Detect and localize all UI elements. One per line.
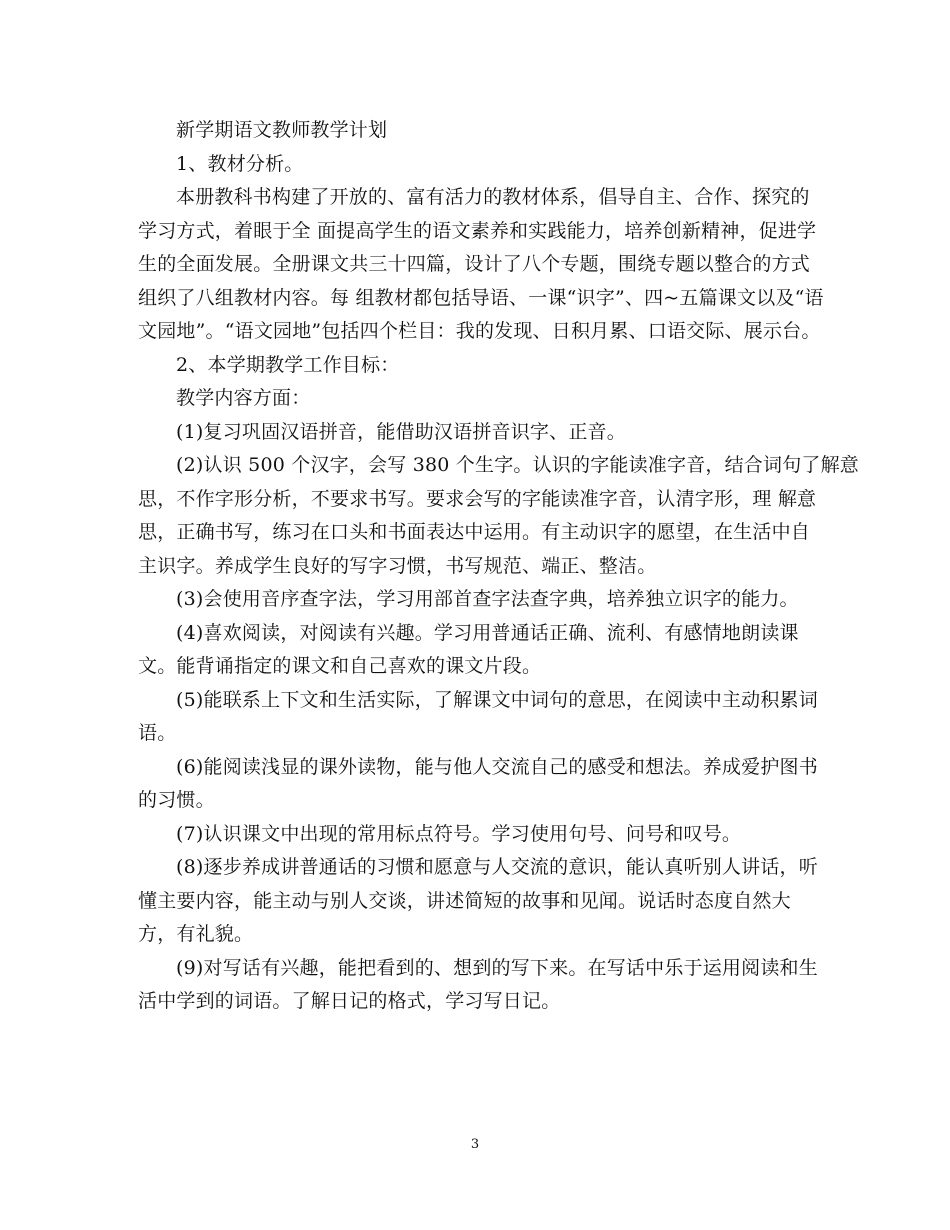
list-item-6-continuation: 的习惯。 bbox=[138, 789, 215, 811]
subheading-content: 教学内容方面： bbox=[176, 387, 311, 409]
list-item-2: (2)认识 500 个汉字，会写 380 个生字。认识的字能读准字音，结合词句了解意 bbox=[176, 454, 860, 476]
list-item-9: (9)对写话有兴趣，能把看到的、想到的写下来。在写话中乐于运用阅读和生 bbox=[176, 956, 818, 979]
list-item-7: (7)认识课文中出现的常用标点符号。学习使用句号、问号和叹号。 bbox=[176, 822, 742, 845]
list-item-5: (5)能联系上下文和生活实际，了解课文中词句的意思，在阅读中主动积累词 bbox=[176, 688, 818, 711]
list-item-5-continuation: 语。 bbox=[138, 722, 177, 744]
list-item-8-continuation: 懂主要内容，能主动与别人交谈，讲述简短的故事和见闻。说话时态度自然大 bbox=[138, 889, 791, 912]
document-body bbox=[138, 114, 860, 1019]
list-item-1: (1)复习巩固汉语拼音，能借助汉语拼音识字、正音。 bbox=[176, 420, 626, 443]
list-item-9-continuation: 活中学到的词语。了解日记的格式，学习写日记。 bbox=[138, 990, 561, 1012]
section-heading-teaching-goals: 2、本学期教学工作目标： bbox=[176, 353, 400, 376]
list-item-8-continuation: 方，有礼貌。 bbox=[138, 923, 254, 945]
list-item-8: (8)逐步养成讲普通话的习惯和愿意与人交流的意识，能认真听别人讲话，听 bbox=[176, 856, 818, 878]
document-title: 新学期语文教师教学计划 bbox=[176, 119, 388, 141]
paragraph-line: 生的全面发展。全册课文共三十四篇，设计了八个专题，围绕专题以整合的方式 bbox=[138, 253, 811, 275]
section-heading-textbook-analysis: 1、教材分析。 bbox=[176, 152, 304, 175]
list-item-3: (3)会使用音序查字法，学习用部首查字法查字典，培养独立识字的能力。 bbox=[176, 588, 799, 610]
list-item-2-continuation: 思，正确书写，练习在口头和书面表达中运用。有主动识字的愿望，在生活中自 bbox=[138, 521, 811, 543]
paragraph-line: 学习方式，着眼于全 面提高学生的语文素养和实践能力，培养创新精神，促进学 bbox=[138, 219, 817, 242]
list-item-2-continuation: 思，不作字形分析，不要求书写。要求会写的字能读准字音，认清字形，理 解意 bbox=[138, 487, 817, 510]
list-item-2-continuation: 主识字。养成学生良好的写字习惯，书写规范、端正、整洁。 bbox=[138, 554, 657, 577]
paragraph-line: 本册教科书构建了开放的、富有活力的教材体系，倡导自主、合作、探究的 bbox=[176, 186, 810, 208]
paragraph-line: 文园地”。“语文园地”包括四个栏目：我的发现、日积月累、口语交际、展示台。 bbox=[138, 320, 821, 342]
page-number: 3 bbox=[470, 1137, 480, 1152]
list-item-6: (6)能阅读浅显的课外读物，能与他人交流自己的感受和想法。养成爱护图书 bbox=[176, 755, 818, 778]
paragraph-line: 组织了八组教材内容。每 组教材都包括导语、一课“识字”、四~五篇课文以及“语 bbox=[138, 286, 824, 309]
list-item-4-continuation: 文。能背诵指定的课文和自己喜欢的课文片段。 bbox=[138, 655, 542, 677]
list-item-4: (4)喜欢阅读，对阅读有兴趣。学习用普通话正确、流利、有感情地朗读课 bbox=[176, 621, 799, 644]
